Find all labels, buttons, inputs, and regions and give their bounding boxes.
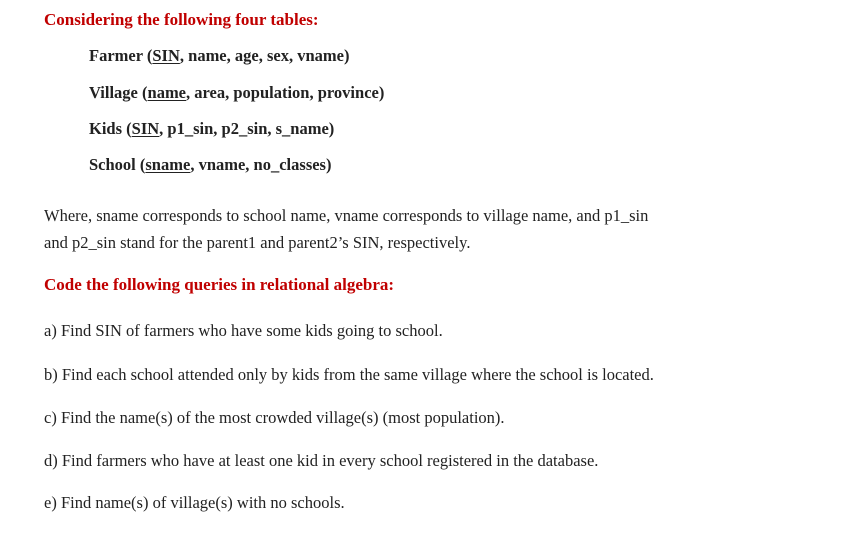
- query-item-a: a) Find SIN of farmers who have some kids going to school.: [44, 321, 443, 340]
- query-item-c: c) Find the name(s) of the most crowded village(s) (most population).: [44, 408, 505, 427]
- schema-attributes: , area, population, province): [186, 83, 385, 102]
- schema-open-paren: (: [137, 83, 148, 102]
- schema-kids: [89, 119, 334, 139]
- queries-heading: Code the following queries in relational algebra:: [44, 275, 395, 294]
- schema-attributes: , name, age, sex, vname): [179, 46, 350, 65]
- query-item-e: e) Find name(s) of village(s) with no schools.: [44, 493, 345, 512]
- schema-primary-key: sname: [145, 155, 191, 174]
- query-item-b: b) Find each school attended only by kids from the same village where the school is located.: [44, 365, 654, 384]
- tables-heading: Considering the following four tables:: [44, 10, 319, 29]
- schema-school: [89, 155, 331, 175]
- schema-farmer: [89, 46, 349, 66]
- explanation-line-1: Where, sname corresponds to school name, vname corresponds to village name, and p1_sin: [44, 206, 649, 225]
- schema-open-paren: (: [122, 119, 132, 138]
- schema-attributes: , vname, no_classes): [190, 155, 332, 174]
- schema-attributes: , p1_sin, p2_sin, s_name): [159, 119, 335, 138]
- schema-table-name: Kids: [89, 119, 123, 138]
- schema-table-name: Village: [89, 83, 138, 102]
- explanation-paragraph: [44, 202, 814, 256]
- schema-primary-key: SIN: [131, 119, 160, 138]
- schema-primary-key: SIN: [152, 46, 180, 65]
- schema-open-paren: (: [142, 46, 153, 65]
- schema-village: [89, 83, 384, 103]
- query-item-d: d) Find farmers who have at least one kid in every school registered in the database.: [44, 451, 599, 470]
- schema-table-name: Farmer: [89, 46, 143, 65]
- schema-primary-key: name: [147, 83, 187, 102]
- schema-open-paren: (: [135, 155, 146, 174]
- explanation-line-2: and p2_sin stand for the parent1 and parent2’s SIN, respectively.: [44, 233, 471, 252]
- schema-table-name: School: [89, 155, 136, 174]
